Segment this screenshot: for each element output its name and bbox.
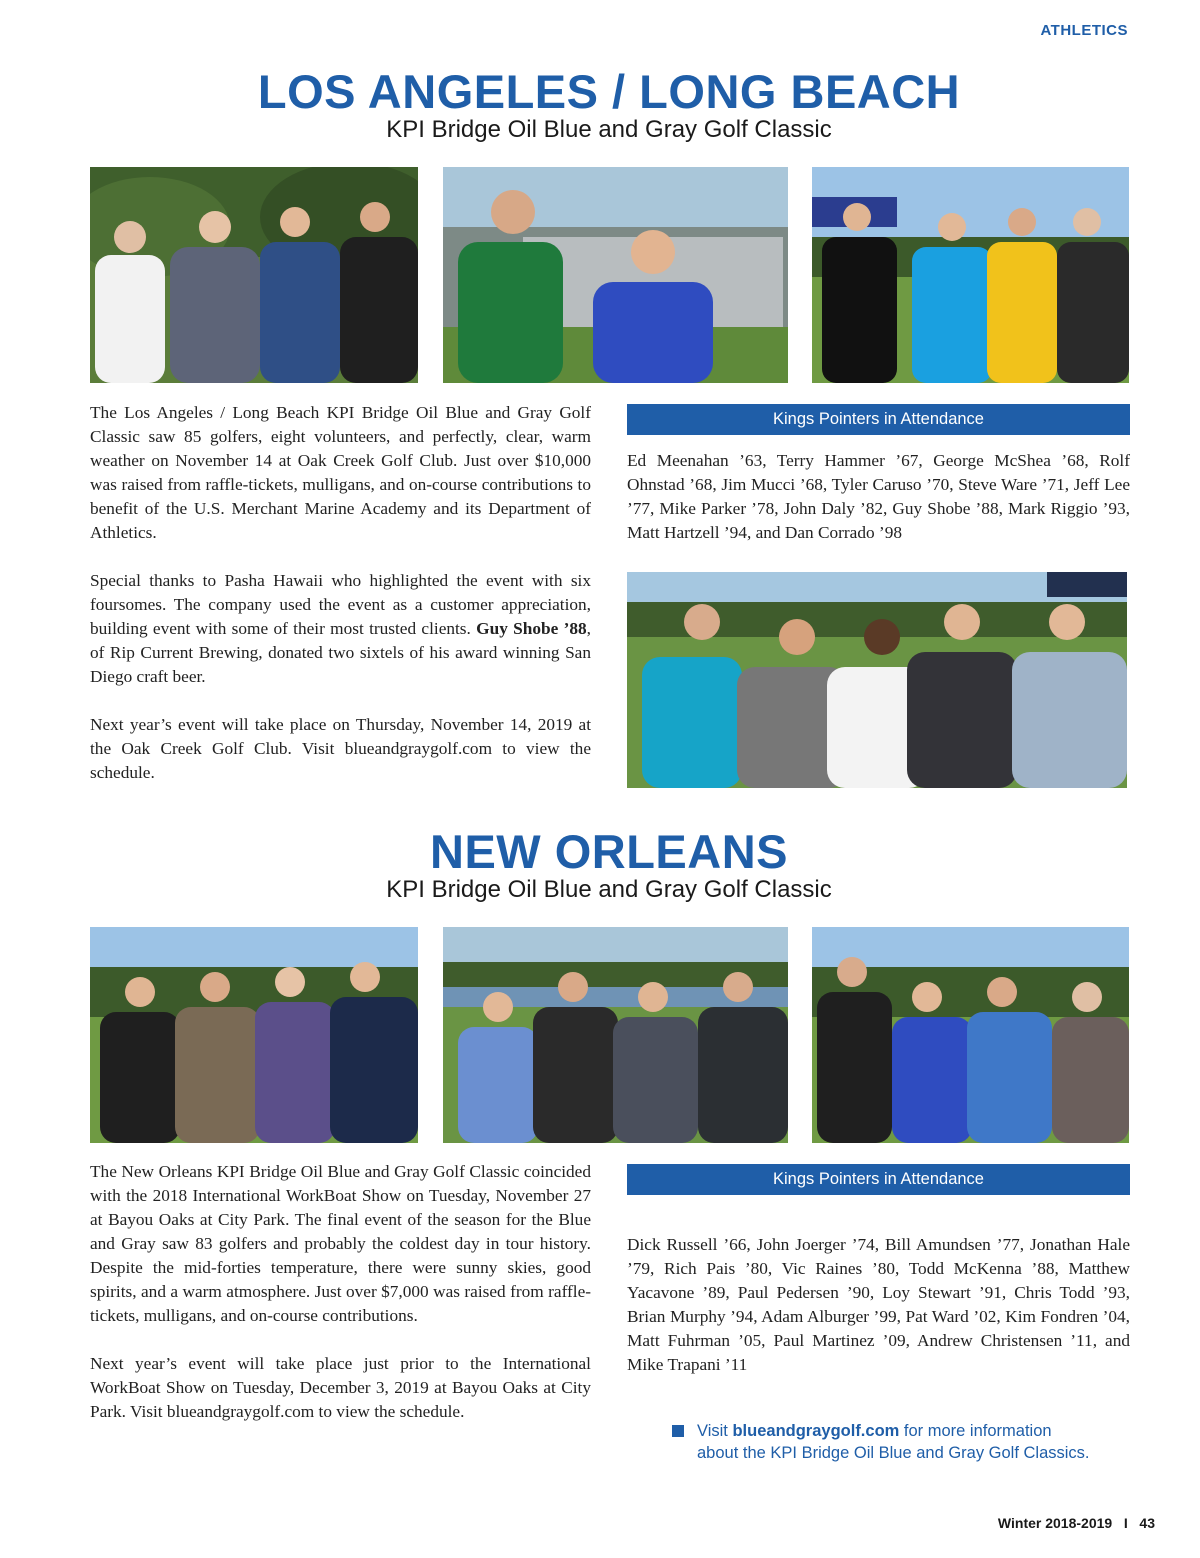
la-highlight-name: Guy Shobe ’88 xyxy=(476,619,587,638)
promo-note: Visit blueandgraygolf.com for more information about the KPI Bridge Oil Blue and Gray Golf Classics. xyxy=(697,1420,1137,1464)
promo-link[interactable]: blueandgraygolf.com xyxy=(732,1422,900,1440)
no-attendance-bar: Kings Pointers in Attendance xyxy=(627,1164,1130,1195)
section-tag: ATHLETICS xyxy=(1040,22,1128,39)
la-photo-3 xyxy=(812,167,1129,383)
la-attendance-list: Ed Meenahan ’63, Terry Hammer ’67, George McShea ’68, Rolf Ohnstad ’68, Jim Mucci ’68, Tyler Caruso ’70, Steve Ware ’71, Jeff Lee ’77, Mike Parker ’78, John Daly ’82, Guy Shobe ’88, Mark Riggio ’93, Matt Hartzell ’94, and Dan Corrado ’98 xyxy=(627,451,1130,542)
la-photo-2 xyxy=(443,167,788,383)
page-number: 43 xyxy=(1139,1515,1155,1531)
la-paragraph-2: Special thanks to Pasha Hawaii who highlighted the event with six foursomes. The company used the event as a customer appreciation, building event with some of their most trusted clients. Guy Shobe ’88, of Rip Current Brewing, donated two sixtels of his award winning San Diego craft beer. xyxy=(90,571,591,686)
no-photo-3 xyxy=(812,927,1129,1143)
la-photo-1 xyxy=(90,167,418,383)
la-photo-4 xyxy=(627,572,1127,788)
la-paragraph-1: The Los Angeles / Long Beach KPI Bridge Oil Blue and Gray Golf Classic saw 85 golfers, eight volunteers, and perfectly, clear, warm weather on November 14 at Oak Creek Golf Club. Just over $10,000 was raised from raffle-tickets, mulligans, and on-course contributions to benefit of the U.S. Merchant Marine Academy and its Department of Athletics. xyxy=(90,403,591,542)
no-attendance-list: Dick Russell ’66, John Joerger ’74, Bill Amundsen ’77, Jonathan Hale ’79, Rich Pais ’80, Vic Raines ’80, Todd McKenna ’88, Matthew Yacavone ’89, Paul Pedersen ’90, Loy Stewart ’91, Chris Todd ’93, Brian Murphy ’94, Adam Alburger ’99, Pat Ward ’02, Kim Fondren ’04, Matt Fuhrman ’05, Paul Martinez ’09, Andrew Christensen ’11, and Mike Trapani ’11 xyxy=(627,1235,1130,1374)
no-subtitle: KPI Bridge Oil Blue and Gray Golf Classic xyxy=(386,876,832,903)
no-title: NEW ORLEANS xyxy=(430,825,788,878)
la-paragraph-3: Next year’s event will take place on Thursday, November 14, 2019 at the Oak Creek Golf Club. Visit blueandgraygolf.com to view the schedule. xyxy=(90,715,591,782)
issue-label: Winter 2018-2019 xyxy=(997,1515,1113,1531)
la-attendance-bar: Kings Pointers in Attendance xyxy=(627,404,1130,435)
square-bullet-icon xyxy=(672,1425,684,1437)
la-title: LOS ANGELES / LONG BEACH xyxy=(257,65,961,118)
la-article xyxy=(90,401,591,809)
no-paragraph-1: The New Orleans KPI Bridge Oil Blue and Gray Golf Classic coincided with the 2018 International WorkBoat Show on Tuesday, November 27 at Bayou Oaks at City Park. The final event of the season for the Blue and Gray saw 83 golfers and probably the coldest day in tour history. Despite the mid-forties temperature, there were sunny skies, good spirits, and a warm atmosphere. Just over $7,000 was raised from raffle-tickets, mulligans, and on-course contributions. xyxy=(90,1162,591,1325)
no-photo-2 xyxy=(443,927,788,1143)
la-subtitle: KPI Bridge Oil Blue and Gray Golf Classic xyxy=(386,116,832,143)
page-footer xyxy=(998,1515,1155,1531)
footer-separator: I xyxy=(1123,1515,1128,1531)
no-photo-1 xyxy=(90,927,418,1143)
no-paragraph-2: Next year’s event will take place just prior to the International WorkBoat Show on Tuesday, December 3, 2019 at Bayou Oaks at City Park. Visit blueandgraygolf.com to view the schedule. xyxy=(90,1354,591,1421)
no-article xyxy=(90,1160,591,1448)
